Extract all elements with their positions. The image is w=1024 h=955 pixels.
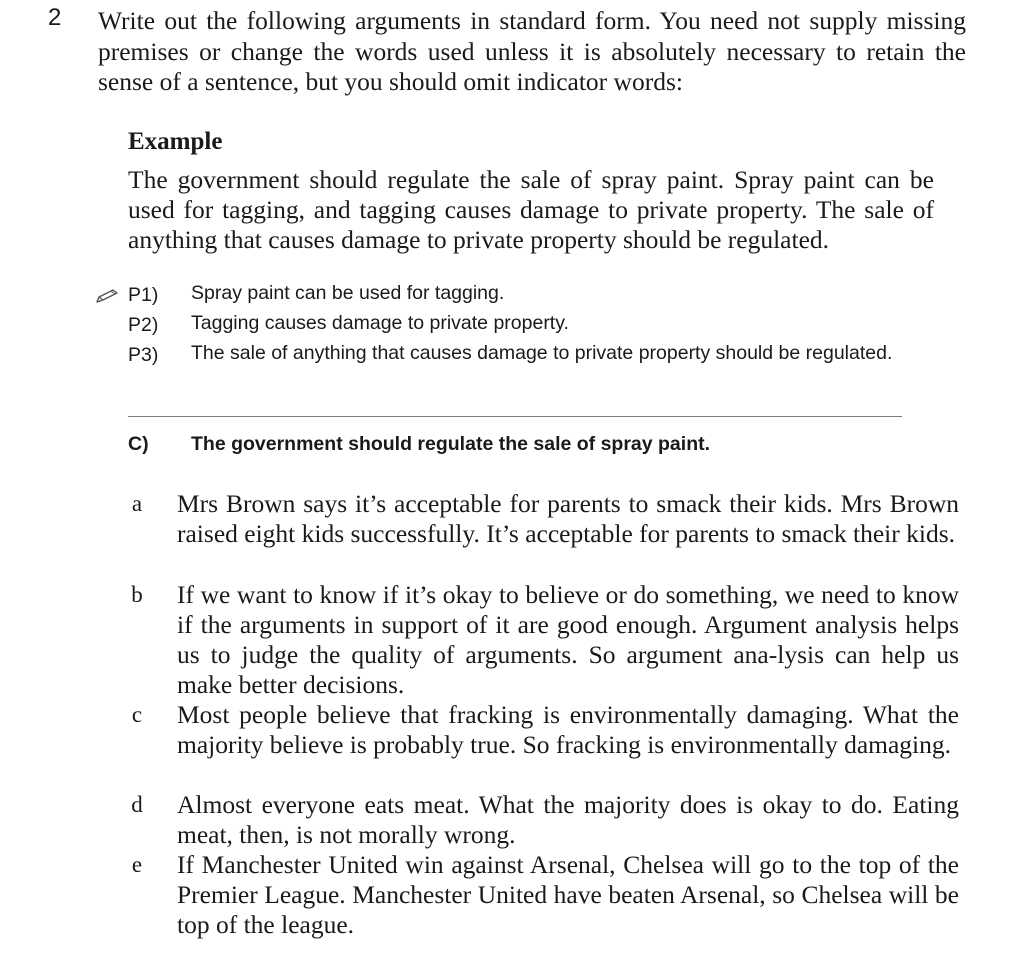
item-text: If we want to know if it’s okay to believe or do something, we need to know if the arguments in support of it are good enough. Argument analysis helps us to judge the quality of arguments. So argument ana-lysis can help us make better decisions. [177,580,959,699]
item-text: Almost everyone eats meat. What the majority does is okay to do. Eating meat, then, is not morally wrong. [177,790,959,849]
premise-label: P2) [128,314,159,336]
question-number: 2 [48,4,62,31]
pencil-icon [95,288,121,306]
argument-divider [128,416,902,417]
item-letter: a [131,491,143,516]
question-instructions: Write out the following arguments in standard form. You need not supply missing premises or change the words used unless it is absolutely necessary to retain the sense of a sentence, but you should omit indicator words: [98,6,966,96]
item-text: Mrs Brown says it’s acceptable for parents to smack their kids. Mrs Brown raised eight kids successfully. It’s acceptable for parents to smack their kids. [177,489,959,548]
item-text: Most people believe that fracking is environmentally damaging. What the majority believe is probably true. So fracking is environmentally damaging. [177,700,959,759]
example-text: The government should regulate the sale of spray paint. Spray paint can be used for tagging, and tagging causes damage to private property. The sale of anything that causes damage to private property should be regulated. [128,165,934,254]
item-letter: d [131,792,143,817]
item-letter: e [131,852,143,877]
example-heading: Example [128,128,223,155]
item-letter: b [131,582,143,607]
premise-label: P3) [128,344,159,366]
conclusion-label: C) [128,433,149,455]
item-text: If Manchester United win against Arsenal, Chelsea will go to the top of the Premier League. Manchester United have beaten Arsenal, so Chelsea will be top of the league. [177,850,959,939]
conclusion-text: The government should regulate the sale of spray paint. [191,433,711,455]
premise-text: Tagging causes damage to private property. [191,312,569,334]
premise-text: Spray paint can be used for tagging. [191,282,505,304]
premise-text: The sale of anything that causes damage to private property should be regulated. [191,342,893,364]
item-letter: c [131,702,143,727]
premise-label: P1) [128,284,159,306]
